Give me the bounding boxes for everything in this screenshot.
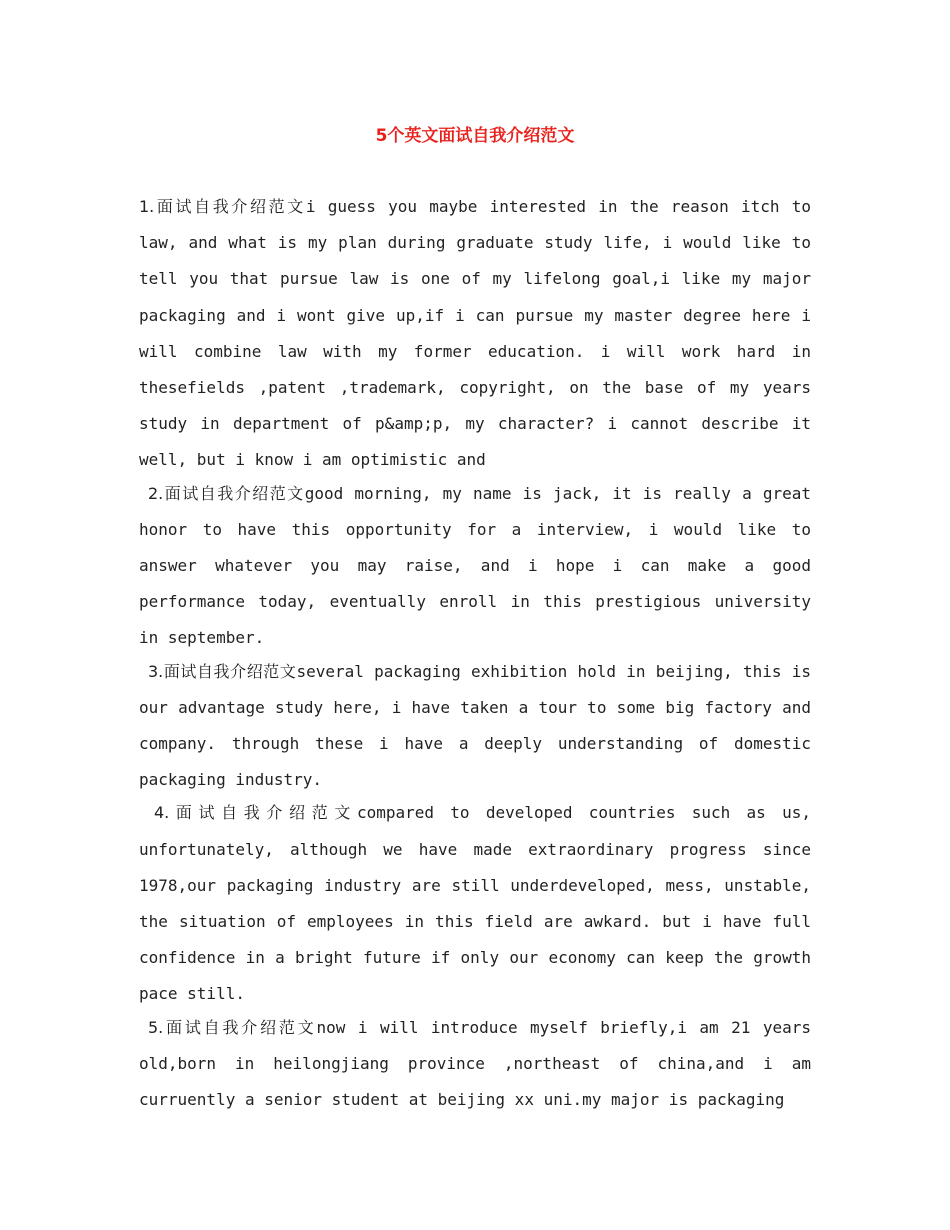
paragraph-3-lead: 3.面试自我介绍范文 (148, 661, 297, 681)
paragraph-2 (139, 476, 811, 657)
paragraph-1-lead: 1.面试自我介绍范文 (139, 197, 306, 216)
paragraph-4-text: compared to developed countries such as us, unfortunately, although we have made extraordinary progress since 1978,our packaging industry are still underdeveloped, mess, unstable, the situation of employees in this field are awkard. but i have full confidence in a bright future if only our economy can keep the growth pace still. (139, 803, 811, 1004)
paragraph-4 (139, 795, 811, 1012)
paragraph-2-lead: 2.面试自我介绍范文 (148, 483, 305, 503)
paragraph-5-lead: 5.面试自我介绍范文 (148, 1017, 317, 1037)
document-body (139, 189, 811, 1115)
paragraph-1-text: i guess you maybe interested in the reason itch to law, and what is my plan during graduate study life, i would like to tell you that pursue law is one of my lifelong goal,i like my major packaging and i wont give up,if i can pursue my master degree here i will combine law with my former education. i will work hard in thesefields ,patent ,trademark, copyright, on the base of my years study in department of p&amp;p, my character? i cannot describe it well, but i know i am optimistic and (139, 197, 811, 470)
paragraph-1 (139, 189, 811, 479)
paragraph-3 (139, 654, 811, 799)
document-title: 5个英文面试自我介绍范文 (375, 126, 575, 146)
paragraph-5 (139, 1010, 811, 1119)
paragraph-3-text: several packaging exhibition hold in beijing, this is our advantage study here, i have taken a tour to some big factory and company. through these i have a deeply understanding of domestic packaging industry. (139, 661, 811, 790)
paragraph-2-text: good morning, my name is jack, it is really a great honor to have this opportunity for a interview, i would like to answer whatever you may raise, and i hope i can make a good performance today, eventually enroll in this prestigious university in september. (139, 483, 811, 648)
paragraph-5-text: now i will introduce myself briefly,i am 21 years old,born in heilongjiang province ,northeast of china,and i am curruently a senior student at beijing xx uni.my major is packaging (139, 1017, 811, 1110)
paragraph-4-lead: 4.面试自我介绍范文 (154, 803, 357, 823)
